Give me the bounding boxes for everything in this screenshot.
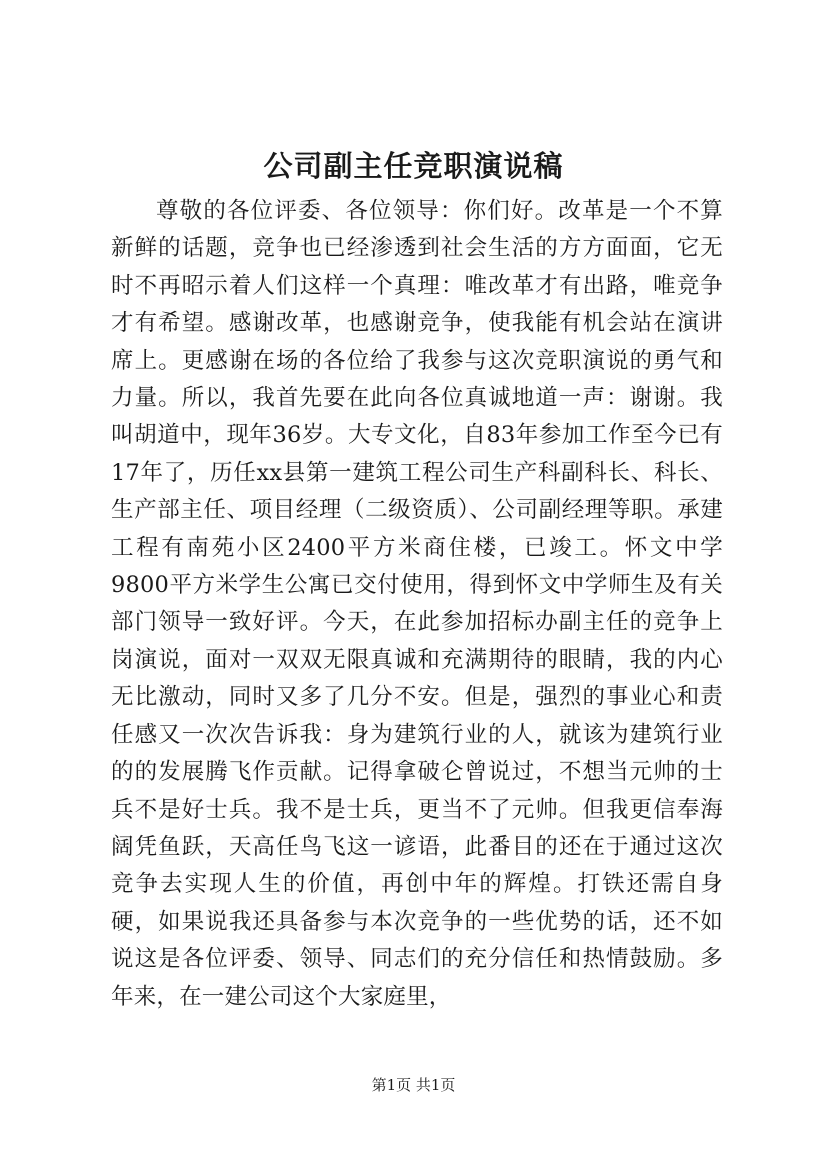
page-footer: 第1页 共1页 [371,1076,456,1094]
document-title: 公司副主任竞职演说稿 [263,149,564,183]
body-paragraph: 尊敬的各位评委、各位领导：你们好。改革是一个不算新鲜的话题，竞争也已经渗透到社会生活的方方面面，它无时不再昭示着人们这样一个真理：唯改革才有出路，唯竞争才有希望。感谢改革，也感谢竞争，使我能有机会站在演讲席上。更感谢在场的各位给了我参与这次竞职演说的勇气和力量。所以，我首先要在此向各位真诚地道一声：谢谢。我叫胡道中，现年36岁。大专文化，自83年参加工作至今已有17年了，历任xx县第一建筑工程公司生产科副科长、科长、生产部主任、项目经理（二级资质）、公司副经理等职。承建工程有南苑小区2400平方米商住楼，已竣工。怀文中学9800平方米学生公寓已交付使用，得到怀文中学师生及有关部门领导一致好评。今天，在此参加招标办副主任的竞争上岗演说，面对一双双无限真诚和充满期待的眼睛，我的内心无比激动，同时又多了几分不安。但是，强烈的事业心和责任感又一次次告诉我：身为建筑行业的人，就该为建筑行业的的发展腾飞作贡献。记得拿破仑曾说过，不想当元帅的士兵不是好士兵。我不是士兵，更当不了元帅。但我更信奉海阔凭鱼跃，天高任鸟飞这一谚语，此番目的还在于通过这次竞争去实现人生的价值，再创中年的辉煌。打铁还需自身硬，如果说我还具备参与本次竞争的一些优势的话，还不如说这是各位评委、领导、同志们的充分信任和热情鼓励。多年来，在一建公司这个大家庭里， [111,198,723,1010]
